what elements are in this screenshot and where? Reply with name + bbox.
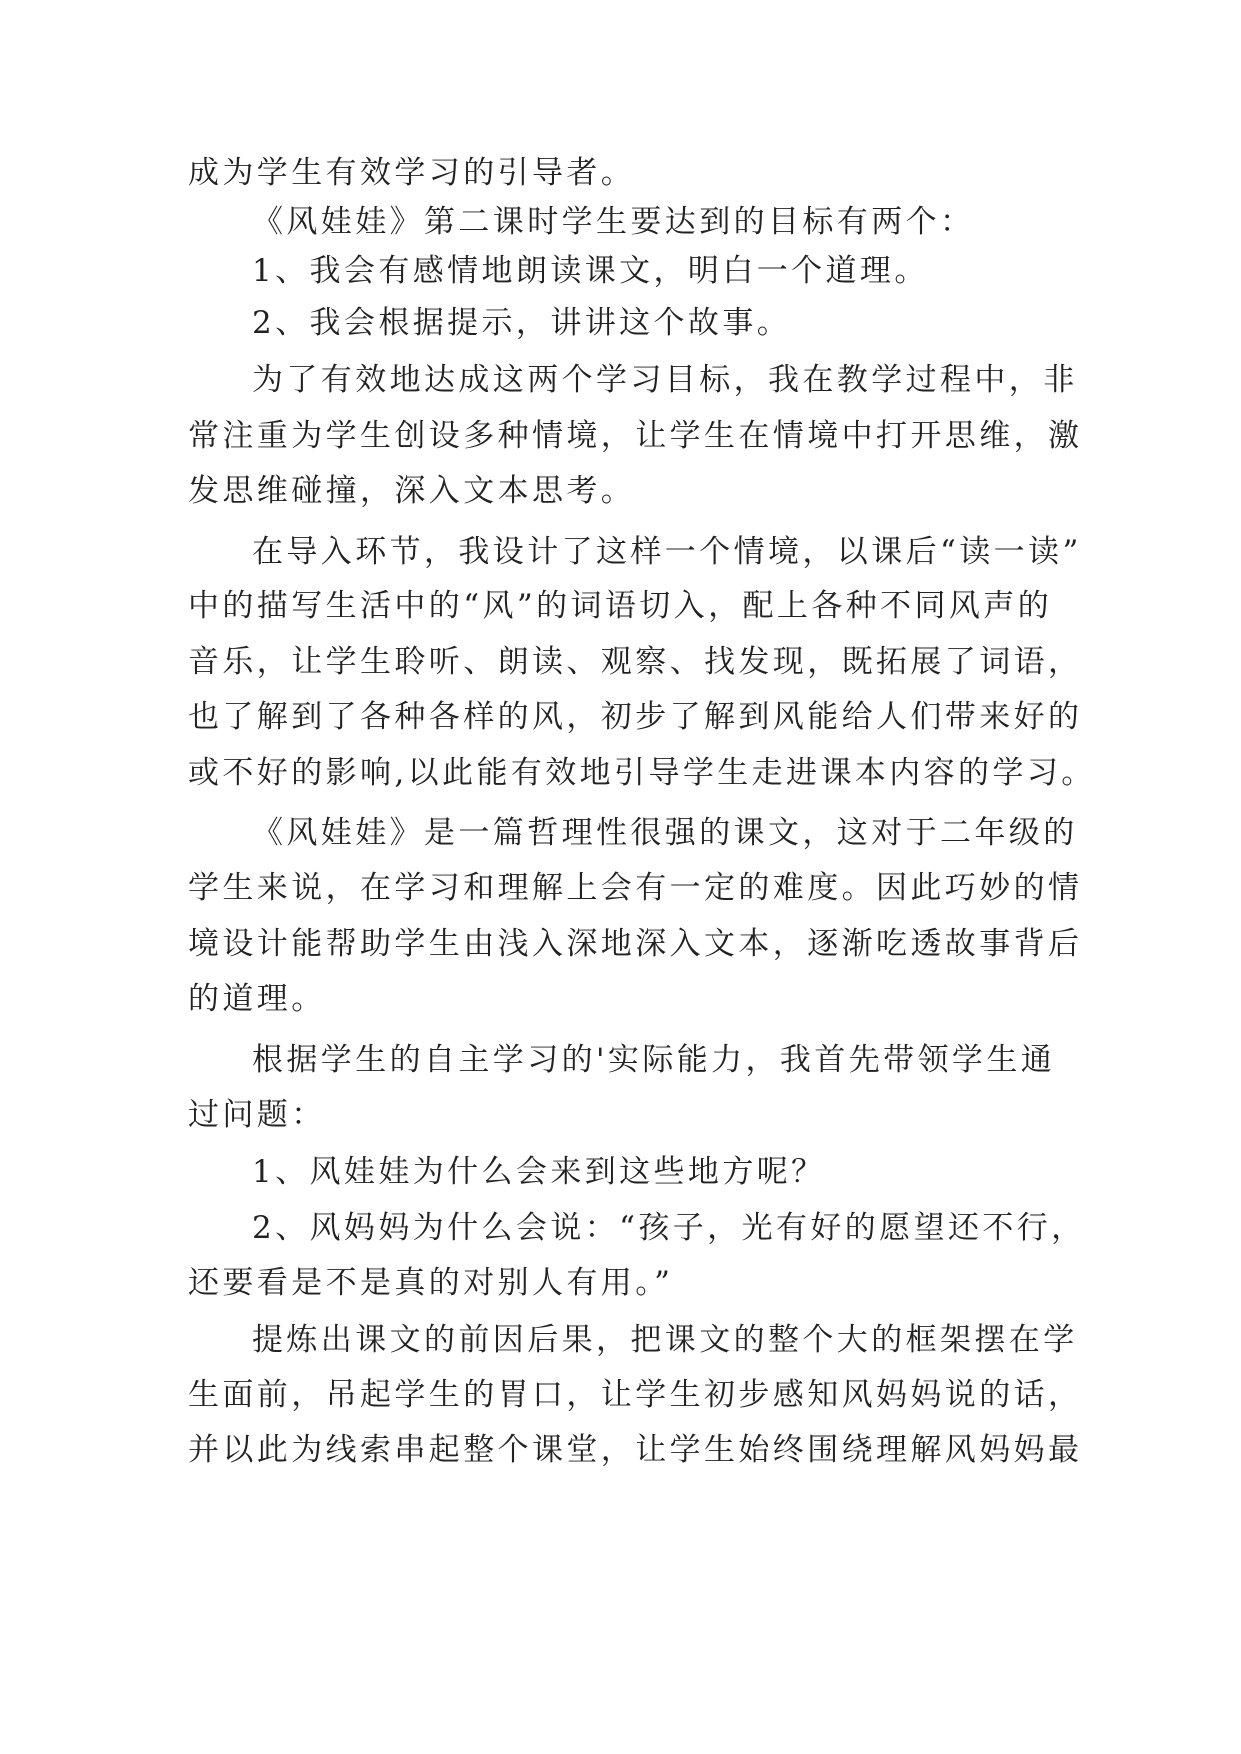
text-line: 并以此为线索串起整个课堂，让学生始终围绕理解风妈妈最 bbox=[188, 1432, 1083, 1468]
text-line: 音乐，让学生聆听、朗读、观察、找发现，既拓展了词语， bbox=[188, 644, 1083, 680]
text-line: 《风娃娃》第二课时学生要达到的目标有两个： bbox=[252, 204, 975, 240]
text-line: 根据学生的自主学习的'实际能力，我首先带领学生通 bbox=[252, 1042, 1056, 1078]
text-line: 成为学生有效学习的引导者。 bbox=[188, 155, 636, 191]
text-line: 也了解到了各种各样的风，初步了解到风能给人们带来好的 bbox=[188, 699, 1083, 735]
text-line: 2、我会根据提示，讲讲这个故事。 bbox=[252, 305, 792, 341]
text-line: 1、我会有感情地朗读课文，明白一个道理。 bbox=[252, 253, 929, 289]
text-line: 中的描写生活中的“风”的词语切入，配上各种不同风声的 bbox=[188, 588, 1053, 624]
text-line: 《风娃娃》是一篇哲理性很强的课文，这对于二年级的 bbox=[252, 815, 1078, 851]
text-line: 提炼出课文的前因后果，把课文的整个大的框架摆在学 bbox=[252, 1322, 1078, 1358]
text-line: 2、风妈妈为什么会说：“孩子，光有好的愿望还不行， bbox=[252, 1210, 1086, 1246]
text-line: 在导入环节，我设计了这样一个情境，以课后“读一读” bbox=[252, 534, 1082, 570]
text-line: 境设计能帮助学生由浅入深地深入文本，逐渐吃透故事背后 bbox=[188, 926, 1083, 962]
text-line: 或不好的影响,以此能有效地引导学生走进课本内容的学习。 bbox=[188, 755, 1096, 791]
text-line: 学生来说，在学习和理解上会有一定的难度。因此巧妙的情 bbox=[188, 870, 1083, 906]
text-line: 为了有效地达成这两个学习目标，我在教学过程中，非 bbox=[252, 362, 1078, 398]
text-line: 1、风娃娃为什么会来到这些地方呢？ bbox=[252, 1154, 826, 1190]
text-line: 发思维碰撞，深入文本思考。 bbox=[188, 473, 636, 509]
text-line: 过问题： bbox=[188, 1097, 326, 1133]
text-line: 还要看是不是真的对别人有用。” bbox=[188, 1265, 674, 1301]
text-line: 常注重为学生创设多种情境，让学生在情境中打开思维，激 bbox=[188, 418, 1083, 454]
text-line: 的道理。 bbox=[188, 981, 326, 1017]
text-line: 生面前，吊起学生的胃口，让学生初步感知风妈妈说的话， bbox=[188, 1377, 1083, 1413]
